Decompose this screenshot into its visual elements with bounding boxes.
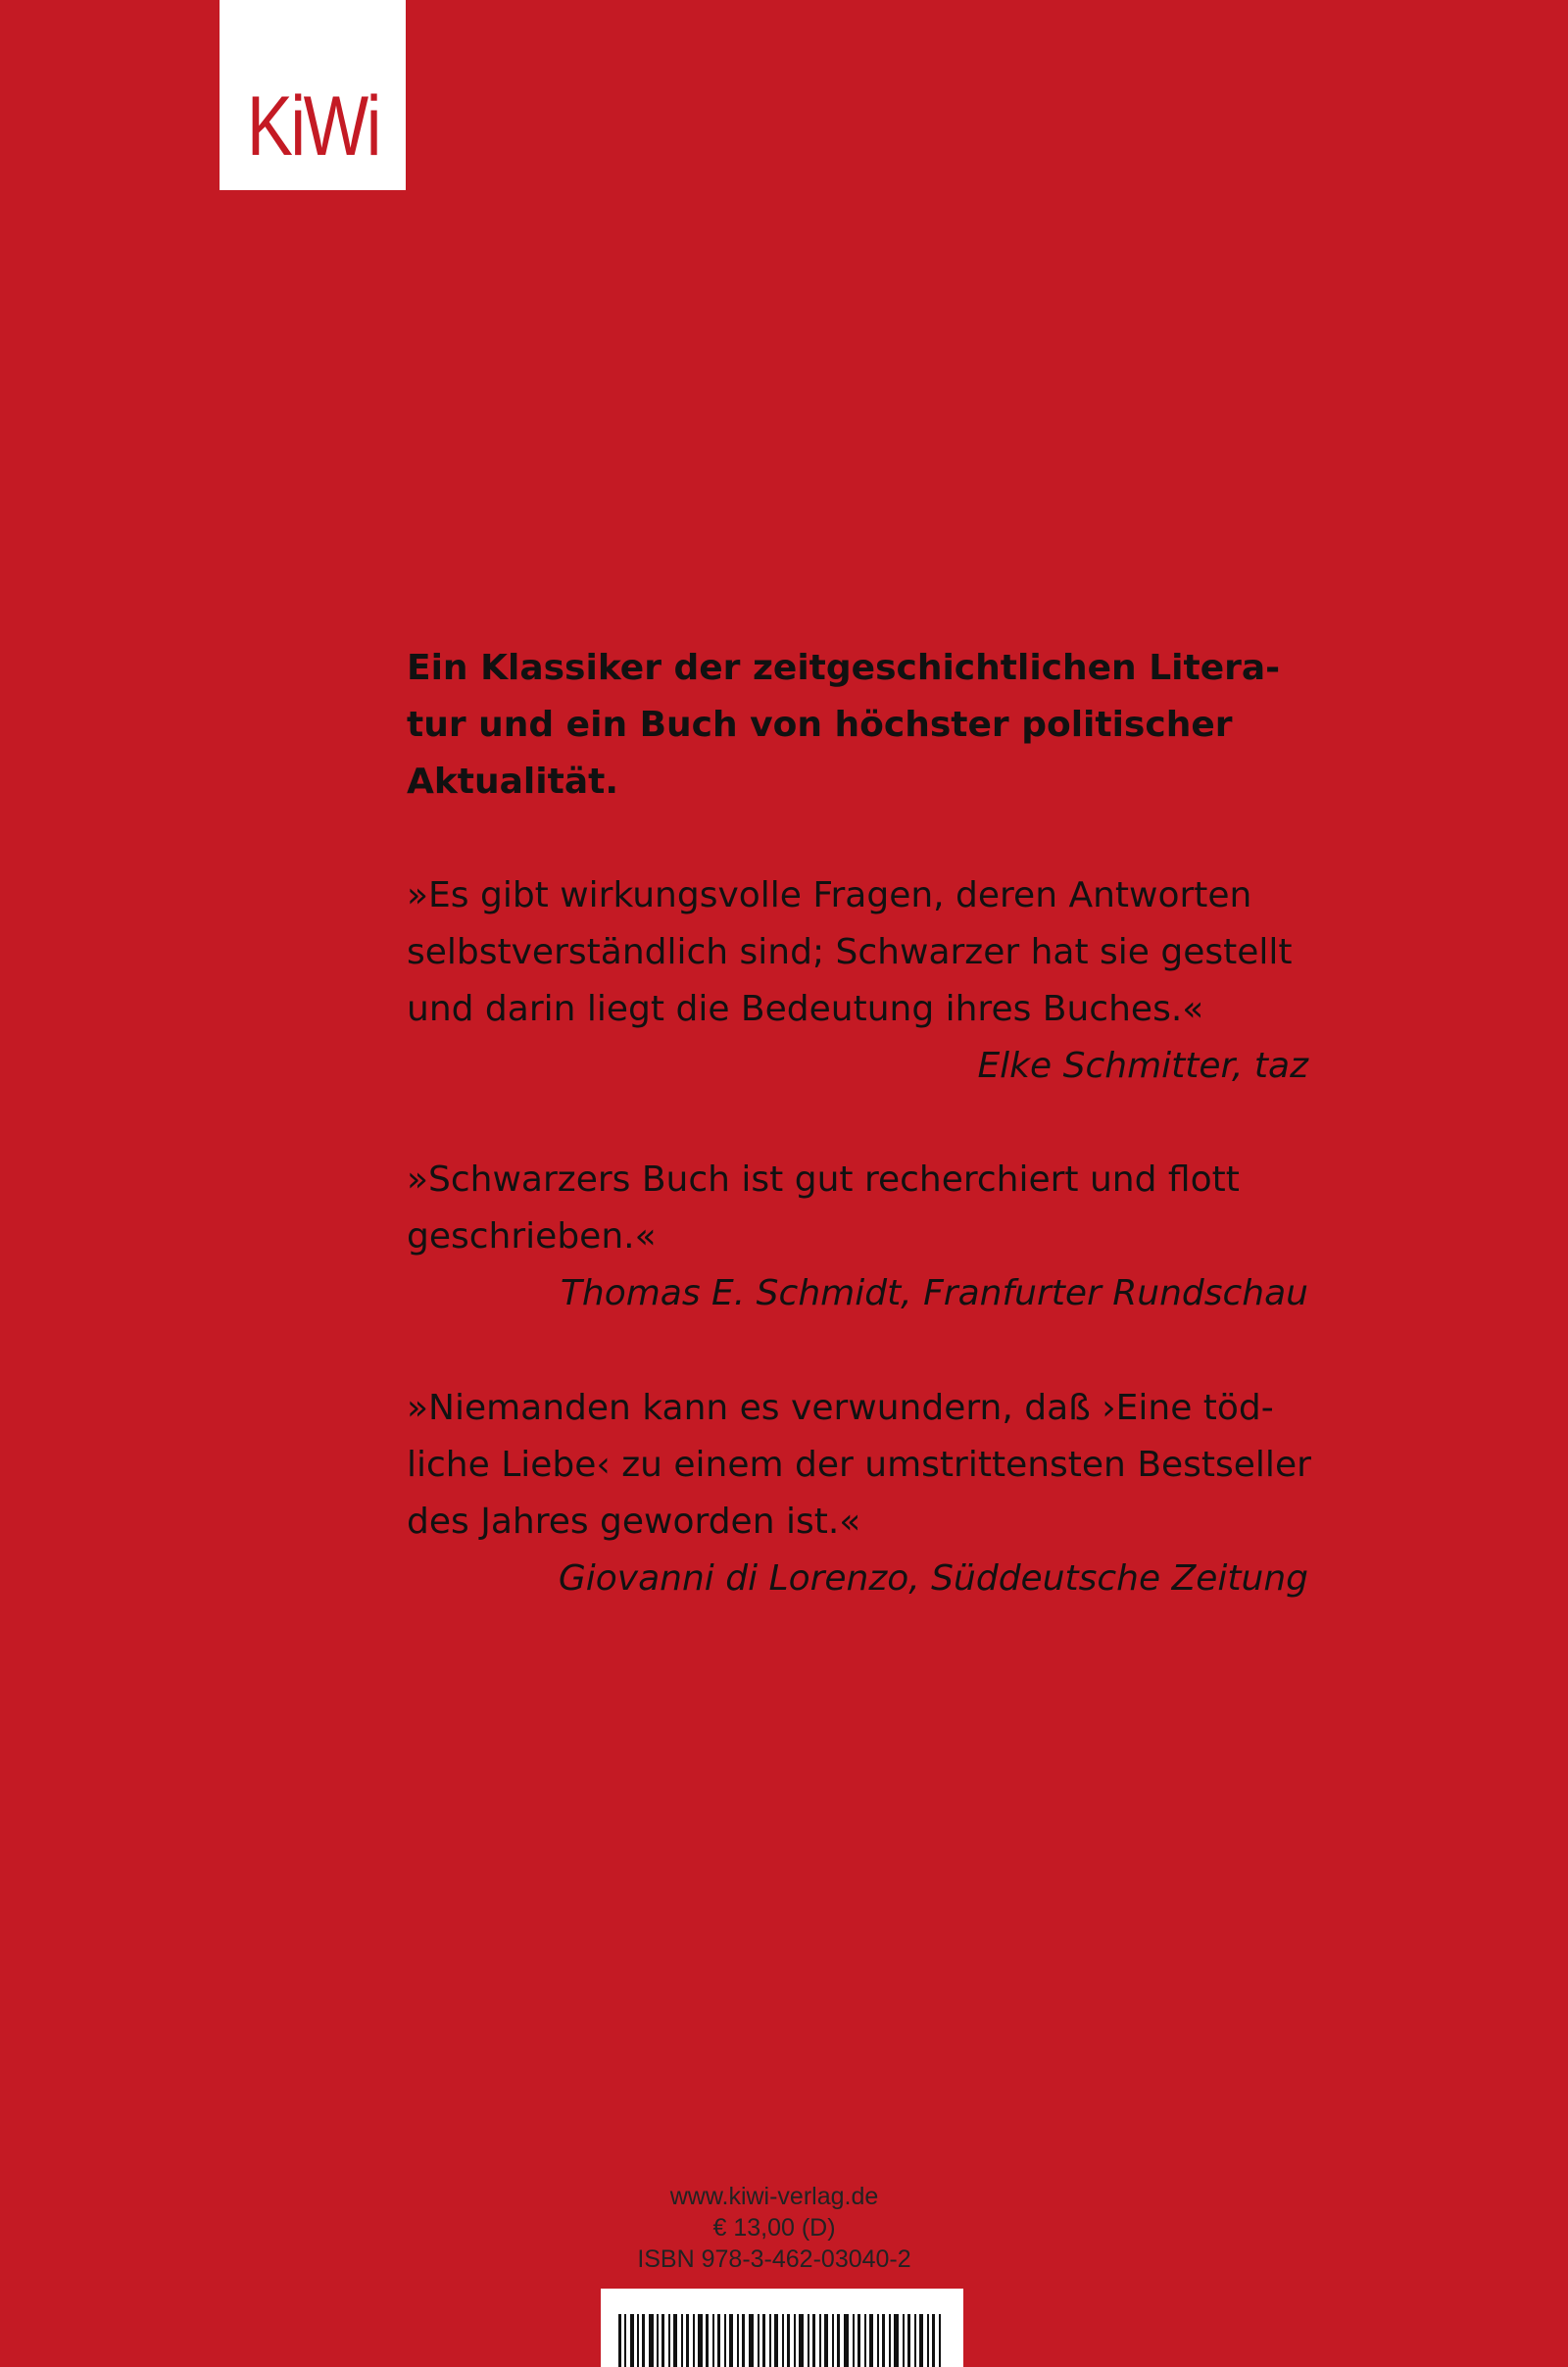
price: € 13,00 (D) <box>712 2214 836 2242</box>
back-cover-text <box>407 640 1311 1599</box>
quote-line: und darin liegt die Bedeutung ihres Buches.« <box>407 989 1204 1029</box>
quote-line: »Niemanden kann es verwundern, daß ›Eine töd- <box>407 1388 1274 1428</box>
isbn: ISBN 978-3-462-03040-2 <box>637 2245 911 2273</box>
barcode-graphic <box>601 2289 963 2367</box>
publisher-logo <box>220 0 406 190</box>
review-quote <box>407 1152 1308 1322</box>
quote-line: selbstverständlich sind; Schwarzer hat sie gestellt <box>407 932 1293 972</box>
quote-source: Elke Schmitter, taz <box>977 1046 1308 1086</box>
headline-line: Ein Klassiker der zeitgeschichtlichen Litera- <box>407 648 1281 688</box>
quote-source: Thomas E. Schmidt, Franfurter Rundschau <box>560 1273 1308 1313</box>
quote-line: des Jahres geworden ist.« <box>407 1502 861 1542</box>
headline <box>407 640 1308 811</box>
review-quote <box>407 867 1308 1095</box>
headline-line: Aktualität. <box>407 762 618 802</box>
barcode <box>601 2289 963 2367</box>
publisher-logo-text: KiWi <box>246 79 379 173</box>
imprint <box>588 2181 960 2275</box>
quote-line: »Es gibt wirkungsvolle Fragen, deren Antworten <box>407 875 1252 915</box>
quote-line: »Schwarzers Buch ist gut recherchiert und flott <box>407 1159 1240 1200</box>
quote-line: liche Liebe‹ zu einem der umstrittensten Bestseller <box>407 1445 1311 1485</box>
quote-source: Giovanni di Lorenzo, Süddeutsche Zeitung <box>558 1558 1308 1599</box>
publisher-website: www.kiwi-verlag.de <box>669 2183 879 2210</box>
review-quote <box>407 1380 1311 1607</box>
quote-line: geschrieben.« <box>407 1216 657 1257</box>
headline-line: tur und ein Buch von höchster politischer <box>407 705 1233 745</box>
